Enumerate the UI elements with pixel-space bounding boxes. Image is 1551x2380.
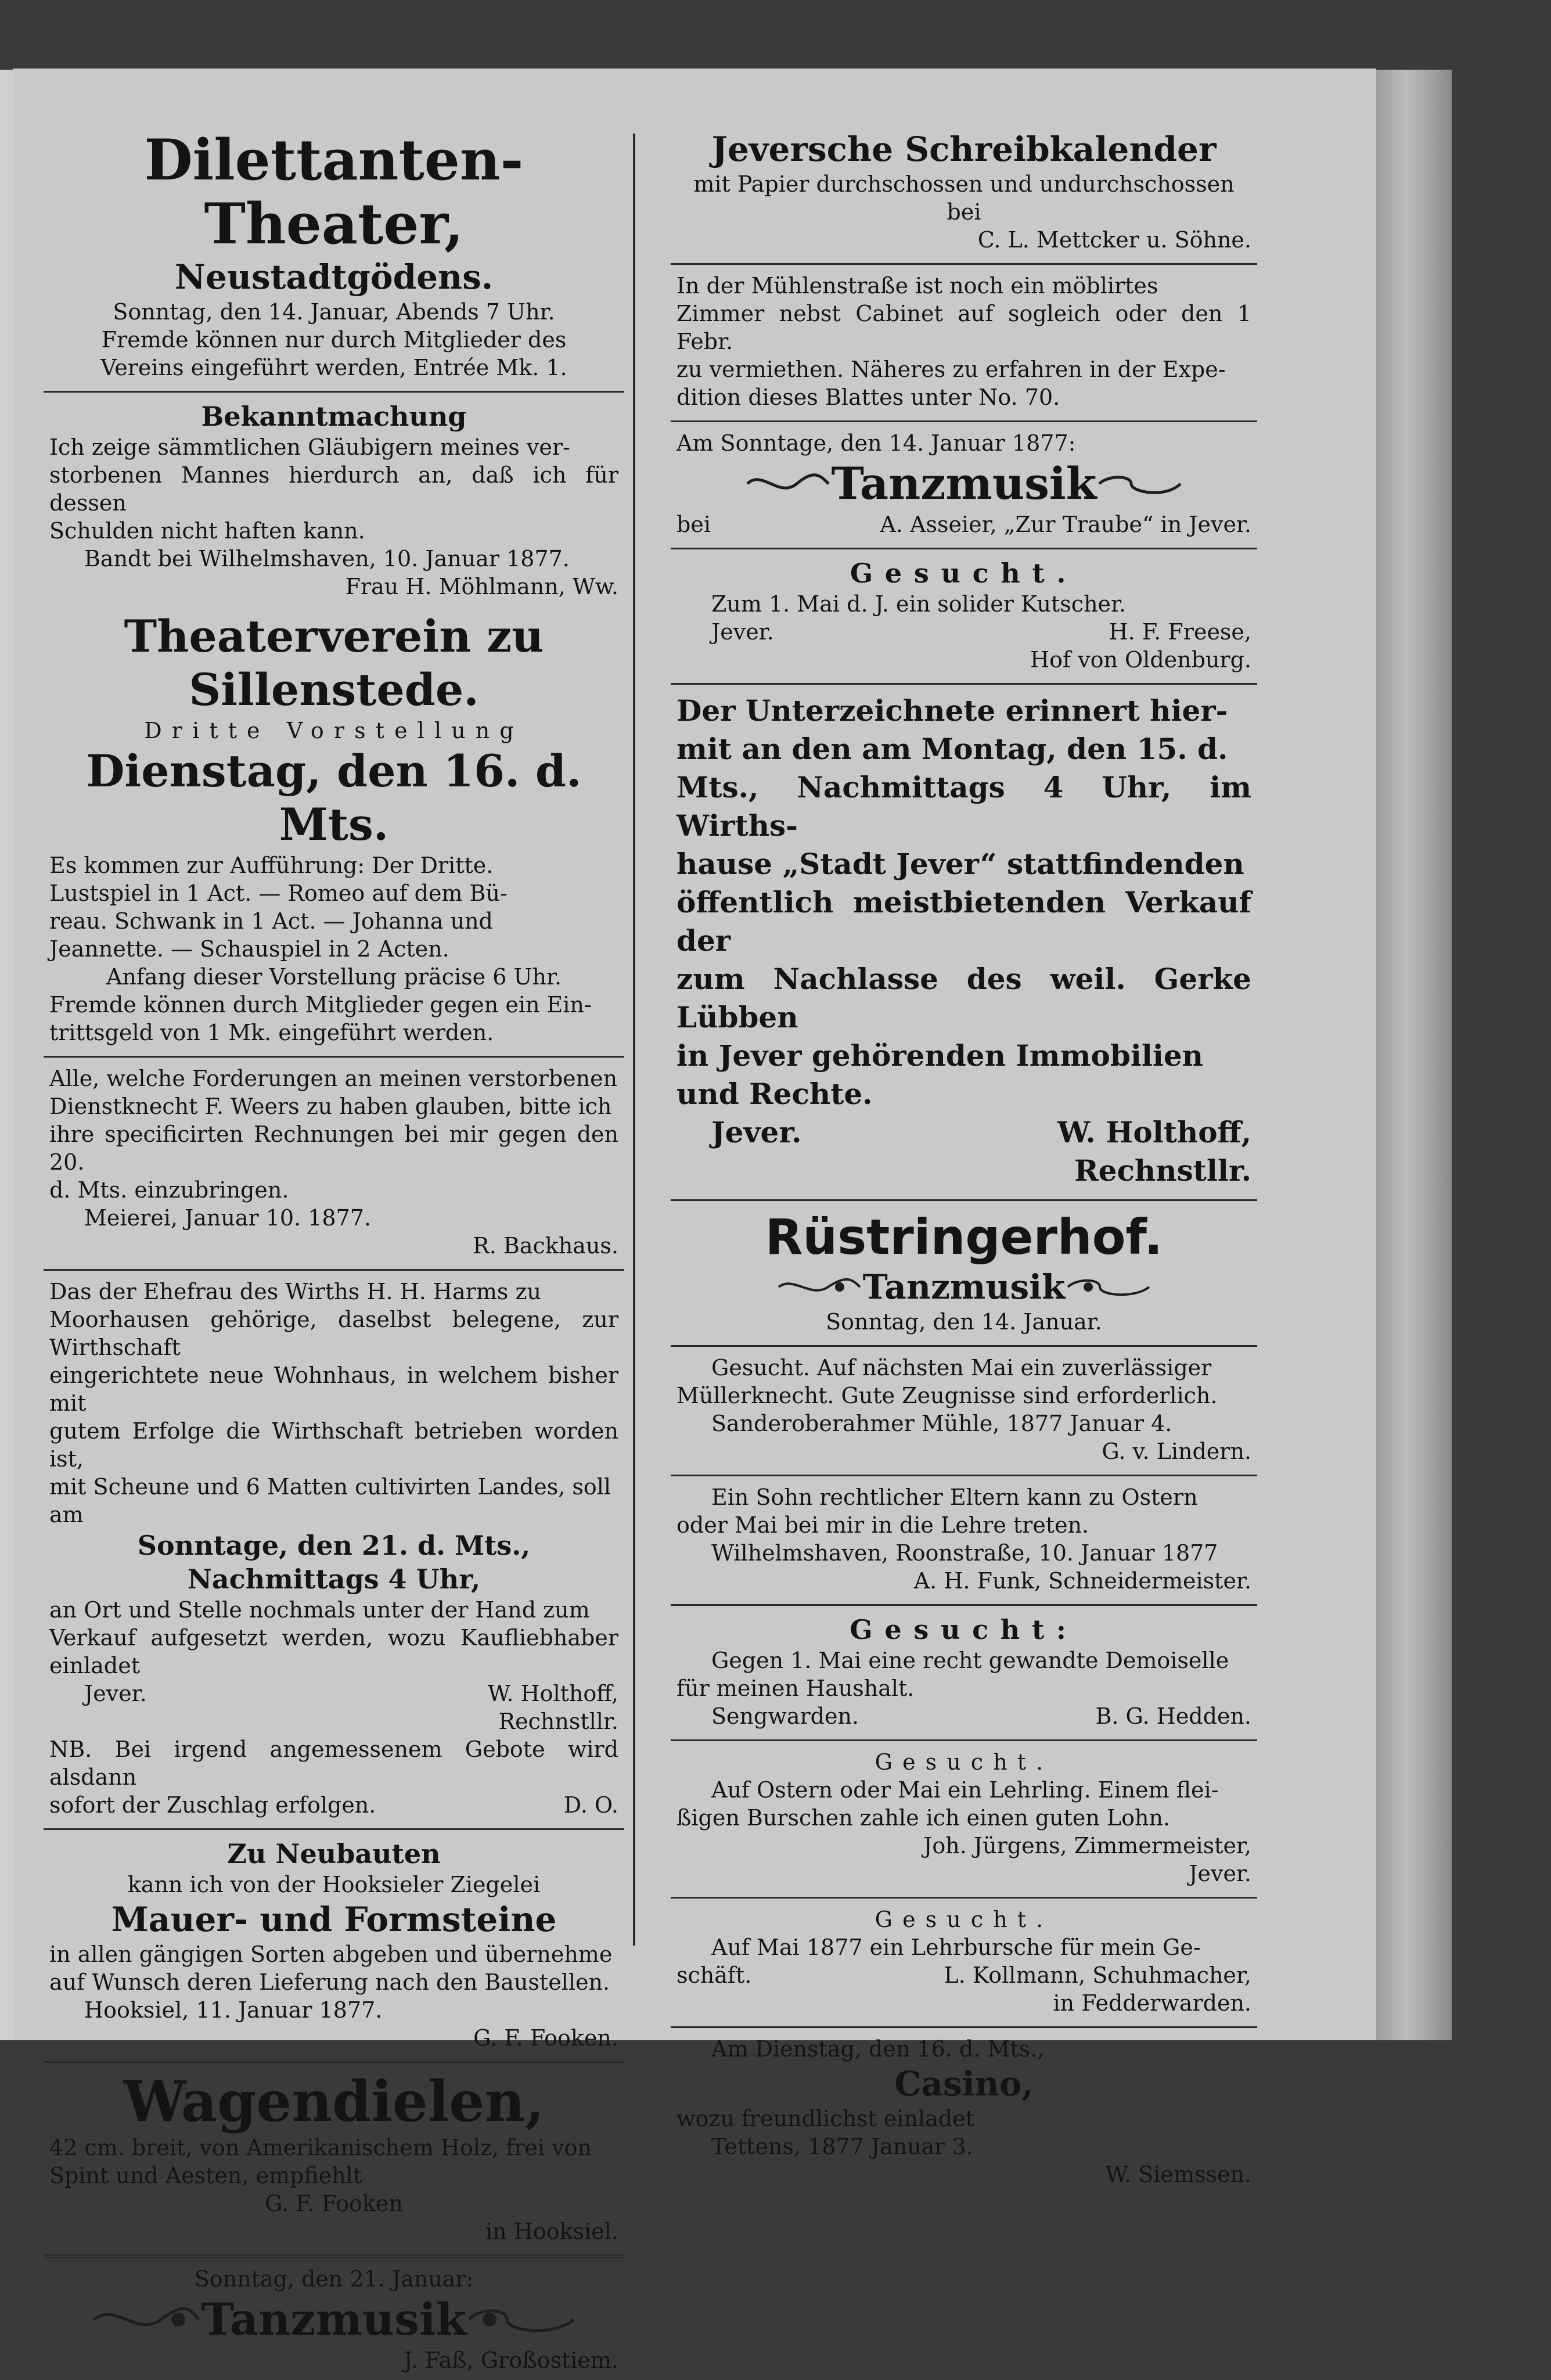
ad-line: zu vermiethen. Näheres zu erfahren in der Expe-: [676, 357, 1226, 382]
ad-hedden: [671, 1609, 1257, 1736]
ad-date: Sonntag, den 14. Januar.: [826, 1309, 1102, 1335]
ad-signature: Joh. Jürgens, Zimmermeister,: [923, 1833, 1251, 1858]
ad-signature: G. v. Lindern.: [1102, 1439, 1251, 1464]
ad-line: Fremde können nur durch Mitglieder des: [101, 327, 567, 353]
ad-line: 42 cm. breit, von Amerikanischem Holz, frei von: [49, 2135, 592, 2160]
ad-line: Müllerknecht. Gute Zeugnisse sind erforderlich.: [676, 1383, 1218, 1408]
divider: [44, 1269, 624, 1271]
ad-time: Nachmittags 4 Uhr,: [187, 1563, 481, 1595]
ad-line: Zum 1. Mai d. J. ein solider Kutscher.: [711, 591, 1127, 617]
ad-line: Sanderoberahmer Mühle, 1877 Januar 4.: [711, 1411, 1172, 1436]
flourish-ornament-icon: [466, 2296, 577, 2343]
ad-headline: Mauer- und Formsteine: [111, 1900, 557, 1939]
ad-title-row: [49, 2293, 618, 2346]
ad-line: Das der Ehefrau des Wirths H. H. Harms zu: [49, 1279, 541, 1304]
ad-signature-row: [676, 510, 1251, 538]
ad-line: dition dieses Blattes unter No. 70.: [676, 384, 1060, 410]
ad-signature: J. Faß, Großostiem.: [404, 2347, 618, 2373]
column-divider: [633, 134, 635, 1946]
ad-neubauten: [44, 1833, 624, 2058]
ad-line: Schulden nicht haften kann.: [49, 518, 365, 544]
ad-signature-title: Rechnstllr.: [498, 1709, 618, 1734]
ad-place: Jever.: [711, 619, 774, 645]
ad-date: Sonntag, den 14. Januar, Abends 7 Uhr.: [113, 299, 555, 325]
ad-line: NB. Bei irgend angemessenem Gebote wird alsdann: [49, 1737, 618, 1790]
ad-signature: W. Holthoff,: [1057, 1115, 1251, 1149]
ad-line: für meinen Haushalt.: [676, 1676, 915, 1701]
ad-line: Meierei, Januar 10. 1877.: [84, 1205, 372, 1231]
ad-line: Alle, welche Forderungen an meinen verstorbenen: [49, 1066, 618, 1091]
divider: [671, 263, 1257, 265]
ad-place: Jever.: [711, 1115, 802, 1149]
ad-schreibkalender: [671, 125, 1257, 260]
ad-subtitle: kann ich von der Hooksieler Ziegelei: [127, 1872, 541, 1897]
ad-line: auf Wunsch deren Lieferung nach den Baustellen.: [49, 1969, 610, 1995]
ad-signature-row: [676, 1961, 1251, 1989]
ad-signature-place: Jever.: [1189, 1861, 1251, 1886]
ad-line: gutem Erfolge die Wirthschaft betrieben worden ist,: [49, 1418, 618, 1472]
ad-title: Tanzmusik: [831, 458, 1097, 509]
ad-line: mit Scheune und 6 Matten cultivirten Landes, soll: [49, 1474, 611, 1500]
ad-line: Dienstknecht F. Weers zu haben glauben, bitte ich: [49, 1094, 612, 1119]
divider: [44, 2255, 624, 2258]
ad-title: Tanzmusik: [201, 2293, 467, 2345]
ad-line: oder Mai bei mir in die Lehre treten.: [676, 1512, 1089, 1538]
ad-signature: W. Holthoff,: [487, 1681, 618, 1706]
ad-signature: W. Siemssen.: [1105, 2162, 1251, 2187]
right-column: [671, 125, 1257, 2194]
ad-title-row: [676, 1266, 1251, 1308]
ad-signature-place: Hof von Oldenburg.: [1030, 647, 1251, 673]
ad-line: Hooksiel, 11. Januar 1877.: [84, 1997, 383, 2023]
ad-line: d. Mts. einzubringen.: [49, 1177, 289, 1203]
ad-line: Fremde können durch Mitglieder gegen ein Ein-: [49, 992, 592, 1018]
ad-date: Sonntag, den 21. Januar:: [194, 2266, 474, 2292]
ad-line: und Rechte.: [676, 1077, 873, 1111]
ad-line: öffentlich meistbietenden Verkauf der: [676, 885, 1251, 958]
ad-line: in allen gängigen Sorten abgeben und übernehme: [49, 1942, 613, 1967]
ad-title: Gesucht.: [850, 558, 1078, 589]
ad-signature-place: in Hooksiel.: [485, 2219, 618, 2244]
ad-kollmann: [671, 1902, 1257, 2023]
ad-line: bei: [676, 512, 711, 537]
ad-signature: R. Backhaus.: [473, 1233, 618, 1259]
ad-line: in Jever gehörenden Immobilien: [676, 1038, 1204, 1073]
ad-line: sofort der Zuschlag erfolgen.: [49, 1792, 376, 1818]
flourish-ornament-icon: [776, 1270, 863, 1304]
flourish-ornament-icon: [1096, 466, 1183, 501]
ad-title: Gesucht.: [875, 1749, 1053, 1775]
ad-theaterverein-sillenstede: [44, 606, 624, 1052]
ad-signature-row: [676, 618, 1251, 646]
ad-dilettanten-theater: [44, 125, 624, 387]
ad-line: an Ort und Stelle nochmals unter der Hand zum: [49, 1597, 590, 1623]
ad-line: ihre specificirten Rechnungen bei mir gegen den 20.: [49, 1121, 618, 1175]
ad-line: Auf Mai 1877 ein Lehrbursche für mein Ge-: [711, 1935, 1201, 1960]
ad-wagendielen: [44, 2066, 624, 2251]
ad-line: Moorhausen gehörige, daselbst belegene, zur Wirthschaft: [49, 1307, 618, 1360]
ad-title-row: [676, 457, 1251, 510]
ad-line: Bandt bei Wilhelmshaven, 10. Januar 1877.: [84, 546, 570, 571]
ad-line: Ein Sohn rechtlicher Eltern kann zu Ostern: [711, 1484, 1198, 1510]
ad-line: Auf Ostern oder Mai ein Lehrling. Einem flei-: [711, 1777, 1219, 1803]
ad-line: Lustspiel in 1 Act. — Romeo auf dem Bü-: [49, 880, 508, 906]
ad-line: Tettens, 1877 Januar 3.: [711, 2134, 973, 2159]
ad-subtitle: Dritte Vorstellung: [144, 718, 524, 743]
ad-signature: B. G. Hedden.: [1095, 1703, 1251, 1729]
ad-kutscher: [671, 553, 1257, 680]
ad-date: Am Dienstag, den 16. d. Mts.,: [711, 2036, 1045, 2062]
ad-title: Casino,: [894, 2064, 1034, 2104]
ad-line: Mts., Nachmittags 4 Uhr, im Wirths-: [676, 770, 1251, 843]
ad-line: Es kommen zur Aufführung: Der Dritte.: [49, 853, 494, 878]
divider: [671, 1475, 1257, 1476]
ad-zimmer: [671, 268, 1257, 417]
ad-line: hause „Stadt Jever“ stattfindenden: [676, 847, 1244, 881]
ad-signature: A. H. Funk, Schneidermeister.: [913, 1568, 1251, 1594]
ad-line: Der Unterzeichnete erinnert hier-: [676, 693, 1228, 728]
ad-title: Dilettanten-Theater,: [144, 127, 524, 257]
ad-line: Gegen 1. Mai eine recht gewandte Demoiselle: [711, 1648, 1229, 1673]
ad-signature: D. O.: [563, 1792, 618, 1818]
divider: [44, 1056, 624, 1058]
ad-signature-title: Rechnstllr.: [1074, 1153, 1251, 1188]
ad-signature: Frau H. Möhlmann, Ww.: [345, 574, 618, 599]
ad-title: Theaterverein zu Sillenstede.: [124, 610, 544, 716]
divider: [44, 1828, 624, 1830]
ad-title: Zu Neubauten: [227, 1838, 441, 1870]
divider: [671, 1604, 1257, 1606]
ad-signature: C. L. Mettcker u. Söhne.: [977, 227, 1251, 253]
ad-line: Jeannette. — Schauspiel in 2 Acten.: [49, 936, 449, 962]
ad-holthoff-verkauf: [671, 688, 1257, 1196]
ad-funk: [671, 1480, 1257, 1601]
ad-title: Gesucht:: [850, 1614, 1078, 1645]
flourish-ornament-icon: [744, 466, 832, 501]
ad-signature-place: in Fedderwarden.: [1053, 1990, 1251, 2016]
divider: [671, 2026, 1257, 2028]
ad-line: wozu freundlichst einladet: [676, 2106, 974, 2131]
ad-backhaus: [44, 1061, 624, 1266]
ad-line: In der Mühlenstraße ist noch ein möblirtes: [676, 273, 1158, 299]
ad-title: Jeversche Schreibkalender: [711, 130, 1217, 169]
ad-line: reau. Schwank in 1 Act. — Johanna und: [49, 908, 493, 934]
ad-line: storbenen Mannes hierdurch an, daß ich für dessen: [49, 462, 618, 516]
divider: [44, 391, 624, 393]
ad-line: eingerichtete neue Wohnhaus, in welchem bisher mit: [49, 1362, 618, 1416]
divider: [671, 1739, 1257, 1741]
ad-line: am: [49, 1502, 84, 1527]
page-edge-right: [1376, 70, 1452, 2040]
ad-tanzmusik-fass: [44, 2262, 624, 2380]
ad-date: Dienstag, den 16. d. Mts.: [86, 745, 582, 850]
divider: [671, 1199, 1257, 1201]
ad-casino: [671, 2032, 1257, 2194]
ad-line: Vereins eingeführt werden, Entrée Mk. 1.: [100, 355, 567, 380]
ad-signature-row: [49, 1791, 618, 1819]
ad-signature-row: [49, 1680, 618, 1707]
ad-title: Rüstringerhof.: [765, 1209, 1163, 1266]
page-edge-left: [0, 70, 13, 2040]
ad-title: Wagendielen,: [123, 2069, 545, 2134]
ad-signature: L. Kollmann, Schuhmacher,: [944, 1962, 1251, 1988]
flourish-ornament-icon: [1065, 1270, 1152, 1304]
ad-juergens: [671, 1745, 1257, 1893]
ad-tanzmusik-traube: [671, 426, 1257, 544]
ad-muellerknecht: [671, 1350, 1257, 1471]
divider: [671, 420, 1257, 422]
ad-signature: A. Asseier, „Zur Traube“ in Jever.: [880, 512, 1251, 537]
left-column: [44, 125, 624, 2380]
ad-bekanntmachung: [44, 396, 624, 606]
ad-line: Wilhelmshaven, Roonstraße, 10. Januar 1877: [711, 1540, 1218, 1566]
ad-title: Bekanntmachung: [201, 401, 467, 432]
divider: [671, 1897, 1257, 1899]
ad-line: Ich zeige sämmtlichen Gläubigern meines ver-: [49, 434, 570, 460]
flourish-ornament-icon: [91, 2296, 201, 2343]
ad-signature: H. F. Freese,: [1109, 619, 1251, 645]
divider: [671, 683, 1257, 685]
ad-signature-row: [676, 1113, 1251, 1152]
ad-signature: G. F. Fooken: [265, 2191, 403, 2216]
ad-line: zum Nachlasse des weil. Gerke Lübben: [676, 962, 1251, 1034]
ad-line: Verkauf aufgesetzt werden, wozu Kaufliebhaber einladet: [49, 1625, 618, 1678]
ad-place: Neustadtgödens.: [174, 257, 494, 297]
divider: [671, 548, 1257, 549]
ad-date: Sonntage, den 21. d. Mts.,: [137, 1530, 531, 1561]
ad-line: ßigen Burschen zahle ich einen guten Lohn.: [676, 1805, 1171, 1831]
ad-harms-wohnhaus: [44, 1274, 624, 1825]
ad-line: mit Papier durchschossen und undurchschossen bei: [693, 171, 1235, 225]
ad-signature-row: [676, 1702, 1251, 1730]
ad-line: Spint und Aesten, empfiehlt: [49, 2163, 362, 2188]
ad-place: Sengwarden.: [711, 1703, 859, 1729]
ad-line: mit an den am Montag, den 15. d.: [676, 732, 1228, 766]
ad-line: trittsgeld von 1 Mk. eingeführt werden.: [49, 1020, 494, 1045]
ad-ruestringerhof: [671, 1205, 1257, 1342]
ad-line: Anfang dieser Vorstellung präcise 6 Uhr.: [106, 964, 562, 990]
divider: [671, 1345, 1257, 1347]
ad-title: Gesucht.: [875, 1907, 1053, 1932]
ad-date: Am Sonntage, den 14. Januar 1877:: [676, 430, 1076, 456]
ad-line: Gesucht. Auf nächsten Mai ein zuverlässiger: [711, 1355, 1212, 1380]
ad-line: schäft.: [676, 1962, 752, 1988]
ad-signature: G. F. Fooken.: [473, 2025, 618, 2051]
ad-line: Zimmer nebst Cabinet auf sogleich oder den 1 Febr.: [676, 301, 1251, 354]
divider: [44, 2061, 624, 2063]
ad-place: Jever.: [84, 1681, 147, 1706]
ad-subtitle: Tanzmusik: [862, 1267, 1066, 1307]
